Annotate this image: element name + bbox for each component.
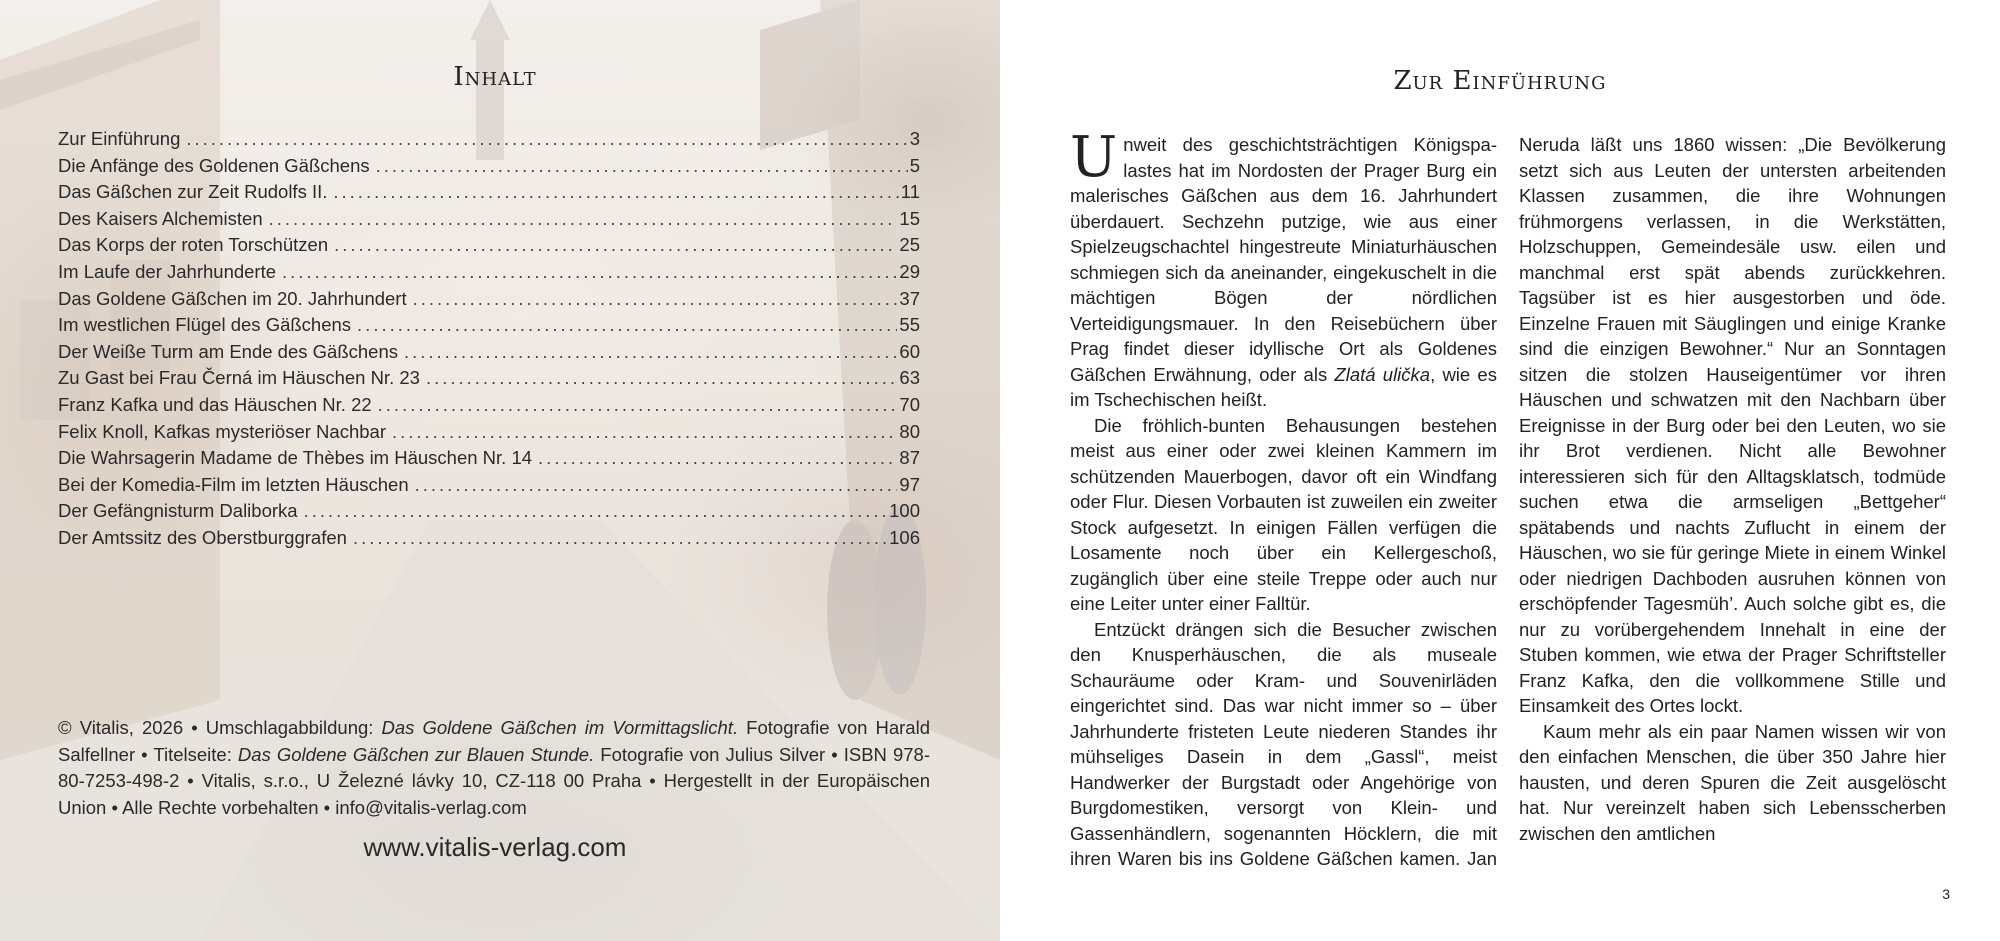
paragraph-4: Kaum mehr als ein paar Namen wissen wir von den einfachen Menschen, die über 350 Jahre hier hausten, und deren Spuren die Zeit ausgelöscht hat. Nur vereinzelt haben sich Lebensscherben zwischen den amtlichen	[1519, 720, 1946, 844]
toc-entry-page: 80	[899, 420, 920, 442]
paragraph-1	[1070, 125, 1497, 413]
toc-entry-title: Franz Kafka und das Häuschen Nr. 22	[58, 393, 372, 415]
toc-entry-page: 87	[899, 447, 920, 469]
toc-dot-leader	[404, 341, 897, 363]
toc-entry[interactable]	[58, 447, 920, 474]
paragraph-1-text-a: nweit des geschichtsträchtigen Königspalastes hat im Nordosten der Prager Burg ein malerisches Gäßchen aus dem 16. Jahrhundert überdauert. Sechzehn putzige, wie aus einer Spielzeugschachtel hingestreute Miniaturhäuschen schmiegen sich da aneinander, eingekuschelt in die mächtigen Bögen der nördlichen Verteidigungsmauer. In den Reisebüchern über Prag findet dieser idyllische Ort als Goldenes Gäßchen Erwähnung, oder als	[1070, 134, 1497, 385]
toc-entry[interactable]	[58, 261, 920, 288]
toc-entry-title: Der Weiße Turm am Ende des Gäßchens	[58, 340, 398, 362]
toc-entry-page: 106	[889, 526, 920, 548]
toc-entry-title: Das Goldene Gäßchen im 20. Jahrhundert	[58, 287, 407, 309]
paragraph-1-italic: Zlatá ulička	[1334, 363, 1431, 385]
toc-entry[interactable]	[58, 527, 920, 554]
toc-dot-leader	[282, 261, 897, 283]
body-text	[1070, 125, 1946, 872]
toc-entry-title: Das Gäßchen zur Zeit Rudolfs II.	[58, 181, 328, 203]
website-url[interactable]: www.vitalis-verlag.com	[363, 832, 627, 862]
toc-entry[interactable]	[58, 181, 920, 208]
toc-entry-page: 3	[909, 128, 920, 149]
toc-entry[interactable]	[58, 208, 920, 235]
imprint-text-3: Fotografie von Julius Silver • ISBN 978-80-7253-498-2 • Vitalis, s.r.o., U Železné lávky 10, CZ-118 00 Praha • Hergestellt in der Europäischen Union • Alle Rechte vorbehalten • info@vitalis-verlag.com	[58, 743, 930, 818]
paragraph-2: Die fröhlich-bunten Behausungen bestehen meist aus einer oder zwei kleinen Kammern im schützenden Mauerbogen, davor oft ein Windfang oder Flur. Diesen Vorbauten ist zuweilen ein zweiter Stock aufgesetzt. In einigen Fällen verfügen die Losamente noch über ein Kellergeschoß, zugänglich über eine steile Treppe oder auch nur eine Leiter unter einer Falltür.	[1070, 414, 1497, 614]
toc-entry-title: Felix Knoll, Kafkas mysteriöser Nachbar	[58, 420, 386, 442]
toc-entry-title: Der Amtssitz des Oberstburggrafen	[58, 526, 347, 548]
right-page	[1000, 0, 2000, 941]
toc-entry-page: 55	[899, 314, 920, 336]
toc-dot-leader	[357, 314, 897, 336]
chapter-heading: Zur Einführung	[1393, 66, 1607, 96]
toc-entry[interactable]	[58, 314, 920, 341]
toc-dot-leader	[415, 474, 898, 496]
paragraph-1-text-b: , wie es im Tschechischen heißt.	[1070, 363, 1497, 410]
toc-dot-leader	[378, 394, 898, 416]
toc-entry-page: 37	[899, 287, 920, 309]
toc-dot-leader	[426, 367, 897, 389]
imprint-cover-title: Das Goldene Gäßchen im Vormittagslicht.	[381, 717, 739, 738]
toc-dot-leader	[538, 447, 897, 469]
imprint-title-image: Das Goldene Gäßchen zur Blauen Stunde.	[237, 743, 595, 765]
toc-entry[interactable]	[58, 155, 920, 182]
toc-entry-title: Im Laufe der Jahrhunderte	[58, 260, 277, 282]
toc-entry-page: 60	[899, 340, 920, 362]
toc-entry-page: 25	[899, 234, 920, 256]
toc-entry-page: 63	[899, 367, 920, 389]
table-of-contents	[58, 128, 920, 554]
toc-dot-leader	[269, 208, 898, 230]
toc-entry-title: Der Gefängnisturm Daliborka	[58, 500, 298, 522]
toc-entry-page: 15	[899, 207, 920, 229]
toc-dot-leader	[333, 181, 898, 203]
toc-dot-leader	[186, 128, 907, 150]
imprint-text-2: Fotografie von Harald Salfellner • Titelseite:	[58, 717, 930, 765]
toc-entry[interactable]	[58, 394, 920, 421]
toc-dot-leader	[353, 527, 887, 549]
toc-entry-title: Zu Gast bei Frau Černá im Häuschen Nr. 23	[58, 367, 420, 389]
toc-entry[interactable]	[58, 288, 920, 315]
toc-entry[interactable]	[58, 500, 920, 527]
toc-entry[interactable]	[58, 341, 920, 368]
toc-dot-leader	[304, 500, 888, 522]
toc-dot-leader	[413, 288, 898, 310]
toc-entry[interactable]	[58, 474, 920, 501]
toc-entry-title: Die Anfänge des Goldenen Gäßchens	[58, 154, 370, 176]
toc-entry[interactable]	[58, 421, 920, 448]
toc-entry[interactable]	[58, 234, 920, 261]
toc-entry-title: Im westlichen Flügel des Gäßchens	[58, 314, 352, 336]
toc-entry-title: Das Korps der roten Torschützen	[58, 234, 329, 256]
toc-entry-title: Des Kaisers Alchemisten	[58, 207, 263, 229]
toc-entry-page: 5	[909, 154, 920, 176]
toc-dot-leader	[392, 421, 897, 443]
toc-entry-title: Zur Einführung	[58, 128, 181, 149]
imprint	[58, 715, 930, 821]
toc-entry[interactable]	[58, 128, 920, 155]
toc-entry-page: 100	[889, 500, 920, 522]
drop-cap: U	[1070, 125, 1118, 190]
toc-entry-title: Bei der Komedia-Film im letzten Häuschen	[58, 473, 409, 495]
toc-dot-leader	[334, 234, 897, 256]
imprint-text-1: © Vitalis, 2026 • Umschlagabbildung:	[58, 717, 382, 738]
toc-entry-page: 29	[899, 260, 920, 282]
toc-entry-page: 11	[900, 181, 920, 203]
page-number: 3	[1942, 886, 1950, 902]
toc-entry-title: Die Wahrsagerin Madame de Thèbes im Häuschen Nr. 14	[58, 447, 533, 469]
toc-heading: Inhalt	[453, 62, 537, 92]
paragraph-3: Entzückt drängen sich die Besucher zwischen den Knusperhäuschen, die als museale Schauräume oder Kram- und Souvenirläden eingerichtet sind. Das war nicht immer so – über Jahrhunderte fristeten Leute niederen Standes ihr mühseliges Dasein in dem „Gassl“, meist Handwerker der Burgstadt oder Angehörige von Burgdomestiken, versorgt von Klein- und Gassenhändlern, sogenannten Höcklern, die mit ihren Waren bis ins Goldene Gäßchen kamen. Jan Neruda läßt uns 1860 wissen: „Die Bevölkerung setzt sich aus Leuten der untersten arbeitenden Klassen zusammen, die ihre Wohnungen frühmorgens verlassen, in die Werkstätten, Holzschuppen, Gemeindesäle usw. eilen und manchmal erst spät abends zurückkehren. Tagsüber ist es hier ausgestorben und öde. Einzelne Frauen mit Säuglingen und einige Kranke sind die einzigen Bewohner.“ Nur an Sonntagen sitzen die stolzen Hauseigentümer vor ihren Häuschen und schwatzen mit den Nachbarn über Ereignisse in der Burg oder bei den Leuten, wo sie ihr Brot verdienen. Nicht alle Bewohner interessieren sich für den Alltagsklatsch, todmüde suchen etwa die armseligen „Bettgeher“ spätabends und nachts Zuflucht in einem der Häuschen, wo sie für geringe Miete in einem Winkel oder niedrigen Dachboden ausruhen können von erschöpfender Tagesmüh’. Auch solche gibt es, die nur zu vorübergehendem Innehalt in eine der Stuben kommen, wie etwa der Prager Schriftsteller Franz Kafka, den die vollkommene Stille und Einsamkeit des Ortes lockt.	[1070, 134, 1946, 869]
toc-dot-leader	[376, 155, 908, 177]
toc-entry-page: 97	[899, 473, 920, 495]
toc-entry-page: 70	[899, 393, 920, 415]
toc-entry[interactable]	[58, 367, 920, 394]
